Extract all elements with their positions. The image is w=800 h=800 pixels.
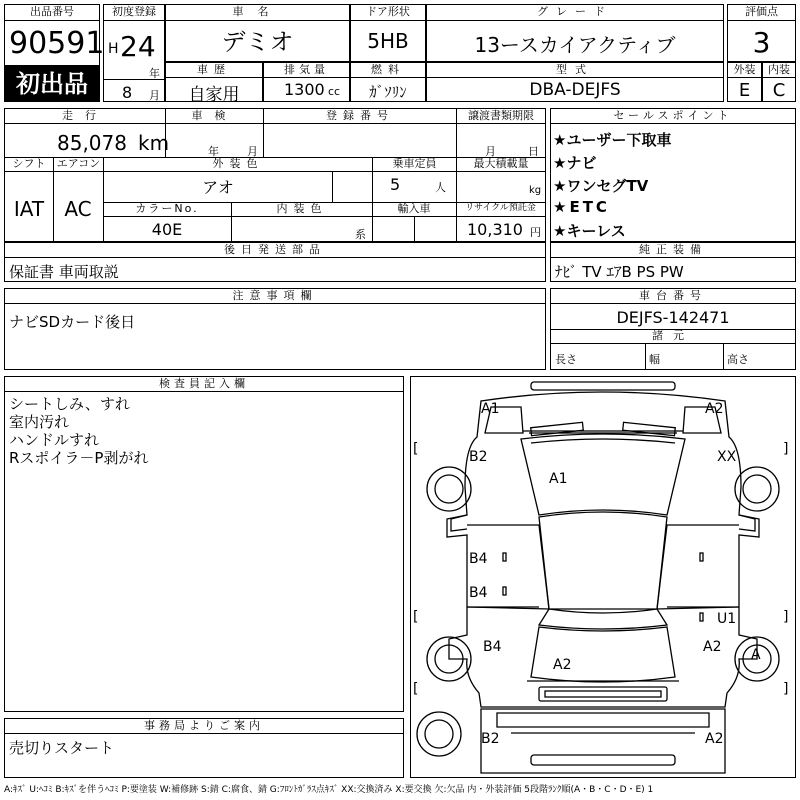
- inspector-box: [4, 376, 404, 712]
- sales-point-item: ★ユーザー下取車: [553, 131, 672, 149]
- chassis-label: 車台番号: [551, 289, 795, 304]
- divider: [263, 124, 264, 157]
- bracket: [: [413, 609, 419, 625]
- displacement-label: 排気量: [264, 63, 349, 78]
- damage-mark: B2: [469, 449, 488, 465]
- score-box: [727, 4, 796, 62]
- history: 自家用: [188, 85, 240, 105]
- model-box: [426, 62, 724, 102]
- mileage-unit: km: [138, 131, 170, 155]
- bracket: ]: [783, 681, 789, 697]
- inspector-line: 室内汚れ: [9, 413, 70, 431]
- sales-point-item: ★ETC: [553, 198, 610, 216]
- later-parts-label: 後日発送部品: [5, 243, 545, 258]
- door-type: 5HB: [367, 29, 409, 53]
- equipment: ﾅﾋﾞ TV ｴｱB PS PW: [555, 263, 684, 281]
- history-box: [165, 62, 263, 105]
- damage-mark: A2: [553, 657, 572, 673]
- first-registration-box: [103, 4, 165, 102]
- damage-mark: U1: [717, 611, 737, 627]
- notes-label: 注意事項欄: [5, 289, 545, 304]
- car-name: デミオ: [221, 28, 294, 56]
- notes-box: [4, 288, 546, 370]
- notes: ナビSDカード後日: [9, 313, 136, 331]
- office-label: 事務局よりご案内: [5, 719, 403, 734]
- displacement: 1300: [284, 80, 325, 99]
- damage-mark: A1: [481, 401, 500, 417]
- door-box: [350, 4, 426, 62]
- inspection-label: 車検: [165, 109, 263, 124]
- equipment-label: 純正装備: [551, 243, 795, 258]
- color-number-label: カラーNo.: [103, 202, 231, 217]
- divider: [104, 79, 164, 80]
- recycle-deposit: 10,310: [467, 220, 523, 239]
- inspector-line: シートしみ、すれ: [9, 395, 130, 413]
- score-label: 評価点: [728, 5, 795, 21]
- first-registration-label: 初度登録: [104, 5, 164, 21]
- bracket: ]: [783, 441, 789, 457]
- equipment-box: [550, 242, 796, 282]
- recycle-deposit-label: リサイクル預託金: [456, 202, 545, 217]
- chassis-number: DEJFS-142471: [616, 308, 730, 327]
- shift: IAT: [13, 197, 45, 221]
- divider: [723, 344, 724, 369]
- car-name-box: [165, 4, 350, 62]
- exterior-grade-box: [727, 62, 762, 102]
- inspection-month-unit: 月: [247, 145, 258, 158]
- exterior-grade-label: 外装: [728, 63, 761, 78]
- car-name-label: 車名: [166, 5, 349, 21]
- registration-month: 8: [122, 83, 133, 102]
- max-load-unit: kg: [529, 185, 542, 196]
- divider: [645, 344, 646, 369]
- damage-mark: A2: [705, 401, 724, 417]
- damage-mark: B4: [469, 585, 488, 601]
- bracket: [: [413, 441, 419, 457]
- interior-grade: C: [772, 80, 786, 101]
- inspector-label: 検査員記入欄: [5, 377, 403, 392]
- fuel: ｶﾞｿﾘﾝ: [369, 83, 407, 101]
- fuel-box: [350, 62, 426, 102]
- capacity-unit: 人: [435, 181, 446, 194]
- transfer-day-unit: 日: [528, 145, 539, 158]
- damage-mark: A: [751, 647, 761, 663]
- registration-year: 24: [120, 30, 156, 63]
- lot-number: 90591: [9, 26, 105, 61]
- interior-grade-label: 内装: [763, 63, 795, 78]
- length-label: 長さ: [555, 353, 577, 366]
- divider: [414, 217, 415, 242]
- import-label: 輸入車: [372, 202, 456, 217]
- width-label: 幅: [649, 353, 660, 366]
- height-label: 高さ: [727, 353, 749, 366]
- grade-label: グレード: [427, 5, 723, 21]
- interior-color-unit: 系: [355, 228, 366, 241]
- damage-mark: A2: [703, 639, 722, 655]
- mileage-label: 走行: [5, 109, 165, 124]
- dimensions-label: 諸元: [551, 329, 795, 344]
- fuel-label: 燃料: [351, 63, 425, 78]
- lot-number-box: [4, 4, 105, 66]
- legend: A:ｷｽﾞ U:ﾍｺﾐ B:ｷｽﾞを伴うﾍｺﾐ P:要塗装 W:補修跡 S:錆 C:腐食、錆 G:ﾌﾛﾝﾄｶﾞﾗｽ点ｷｽﾞ XX:交換済み X:要交換 欠:欠品 内・外装評価 5段階ﾗﾝｸ順(A・B・C・D・E) 1: [4, 785, 654, 795]
- specs-block: [4, 108, 546, 242]
- transfer-month-unit: 月: [485, 145, 496, 158]
- office-note: 売切りスタート: [9, 739, 115, 757]
- model: DBA-DEJFS: [529, 80, 621, 100]
- exterior-color-label: 外装色: [103, 157, 372, 172]
- bracket: [: [413, 681, 419, 697]
- damage-mark: B4: [469, 551, 488, 567]
- capacity-label: 乗車定員: [372, 157, 456, 172]
- mileage: 85,078: [57, 131, 127, 155]
- damage-mark: XX: [717, 449, 737, 465]
- chassis-box: [550, 288, 796, 370]
- year-unit: 年: [149, 67, 160, 80]
- registration-number-label: 登録番号: [263, 109, 456, 124]
- registration-era: H: [108, 41, 119, 57]
- lot-number-label: 出品番号: [5, 5, 99, 21]
- later-parts: 保証書 車両取説: [9, 263, 119, 281]
- model-label: 型式: [427, 63, 723, 78]
- recycle-deposit-unit: 円: [530, 226, 541, 239]
- divider: [456, 124, 457, 157]
- displacement-box: [263, 62, 350, 102]
- sales-point-item: ★キーレス: [553, 222, 626, 240]
- damage-mark: A1: [549, 471, 568, 487]
- max-load-label: 最大積載量: [456, 157, 545, 172]
- displacement-unit: cc: [328, 85, 341, 98]
- damage-mark: B4: [483, 639, 502, 655]
- sales-points-label: セールスポイント: [551, 109, 795, 124]
- later-parts-box: [4, 242, 546, 282]
- month-unit: 月: [149, 89, 160, 102]
- score: 3: [752, 26, 771, 59]
- first-listing-badge: 初出品: [4, 66, 100, 102]
- divider: [231, 217, 232, 242]
- damage-mark: B2: [481, 731, 500, 747]
- interior-grade-box: [762, 62, 796, 102]
- damage-mark: A2: [705, 731, 724, 747]
- color-number: 40E: [151, 220, 183, 239]
- transfer-deadline-label: 譲渡書類期限: [456, 109, 545, 124]
- divider: [165, 124, 166, 157]
- sales-point-item: ★ナビ: [553, 154, 597, 172]
- office-box: [4, 718, 404, 778]
- inspector-line: ハンドルすれ: [9, 431, 100, 449]
- car-outline: [411, 377, 795, 777]
- interior-color-label: 内装色: [231, 202, 372, 217]
- shift-label: シフト: [5, 157, 53, 172]
- car-diagram: [410, 376, 796, 778]
- ac: AC: [64, 197, 92, 221]
- inspector-line: Rスポイラ－P剥がれ: [9, 449, 149, 467]
- grade: 13ースカイアクティブ: [474, 33, 676, 57]
- door-label: ドア形状: [351, 5, 425, 21]
- bracket: ]: [783, 609, 789, 625]
- inspection-year-unit: 年: [208, 145, 219, 158]
- history-label: 車歴: [166, 63, 262, 78]
- ac-label: エアコン: [53, 157, 103, 172]
- sales-point-item: ★ワンセグTV: [553, 177, 649, 195]
- exterior-color: アオ: [202, 178, 234, 197]
- grade-box: [426, 4, 724, 62]
- divider: [332, 172, 333, 202]
- exterior-grade: E: [738, 80, 751, 101]
- sales-points-box: [550, 108, 796, 242]
- capacity: 5: [390, 175, 401, 194]
